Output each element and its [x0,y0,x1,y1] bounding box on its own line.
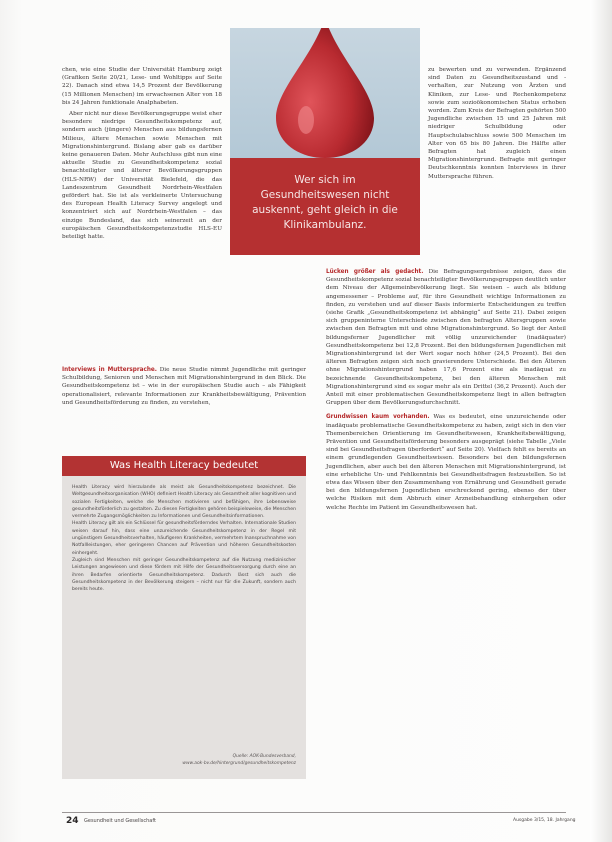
hero-image [230,28,420,255]
left-column-bottom [62,366,306,410]
right-column-bottom [326,268,566,515]
box-credit [116,754,296,767]
page-number: 24 [66,816,79,826]
subheading: Interviews in Muttersprache. [62,367,157,373]
box-paragraph: Zugleich sind Menschen mit geringer Gesundheitskompetenz auf die Nutzung medizinischer Leistungen angewiesen und diese fördern mit Hilfe der Gesundheitsversorgung durch eine an ihren Bedarfen orientierte Gesundheitskompetenz. Dadurch lässt sich auch die Gesundheitskompetenz in der Bevölkerung steigern – nicht nur für die Zukunft, sondern auch bereits heute. [72,557,296,593]
paragraph [326,268,566,407]
subheading: Lücken größer als gedacht. [326,269,424,275]
right-column-top [428,66,566,184]
footer-rule [62,812,566,813]
info-box [62,456,306,779]
credit-line: Quelle: AOK-Bundesverband, [232,754,296,759]
left-column-top [62,66,222,244]
paragraph: Aber nicht nur diese Bevölkerungsgruppe weist eher besondere niedrige Gesundheitskompetenz auf, sondern auch (jüngere) Menschen aus bildungsfernen Milieus, ältere Menschen sowie Menschen mit Migrationshintergrund. Bislang aber gab es darüber keine genaueren Daten. Mehr Aufschluss gibt nun eine aktuelle Studie zu Gesundheitskompetenz sozial benachteiligter und älterer Bevölkerungsgruppen (HLS-NRW) der Universität Bielefeld, die das Landeszentrum Gesundheit Nordrhein-Westfalen gefördert hat. Sie ist als verkleinerte Untersuchung des European Health Literacy Survey angelegt und konzentriert sich auf Nordrhein-Westfalen – das einzige Bundesland, das sich seinerzeit an der europäischen Gesundheitskompetenzstudie HLS-EU beteiligt hatte. [62,111,222,241]
paragraph-text: Die Befragungsergebnisse zeigen, dass die Gesundheitskompetenz sozial benachteiligter Bevölkerungsgruppen deutlich unter dem Niveau der Allgemeinbevölkerung liegt. Sie weisen – auch als bildung angemessener – Probleme auf, für ihre Gesundheit wichtige Informationen zu finden, zu verstehen und auf dieser Basis informierte Entscheidungen zu treffen (siehe Grafik „Gesundheitskompetenz ist abhängig“ auf Seite 21). Dabei zeigen sich gruppeninterne Unterschiede zwischen den befragten Altersgruppen sowie zwischen den Befragten mit und ohne Migrationshintergrund. So liegt der Anteil bildungsferner Jugendlicher mit völlig unzureichender (inadäquater) Gesundheitskompetenz bei 12,8 Prozent. Bei den bildungsfernen Jugendlichen mit Migrationshintergrund ist der Wert sogar noch höher (24,5 Prozent). Bei den älteren Befragten zeigen sich noch gravierendere Unterschiede. Bei den Älteren ohne Migrationshintergrund haben 17,6 Prozent eine als inadäquat zu bezeichnende Gesundheitskompetenz, bei den älteren Menschen mit Migrationshintergrund sind es sogar mehr als ein Drittel (36,2 Prozent). Auch der Anteil mit einer problematischen Gesundheitskompetenz liegt in allen befragten Gruppen über dem Bevölkerungsdurchschnitt. [326,269,566,407]
magazine-name: Gesundheit und Gesellschaft [84,818,156,824]
blood-drop-icon [270,28,380,158]
paragraph: chen, wie eine Studie der Universität Hamburg zeigt (Grafiken Seite 20/21, Lese- und Wohltipps auf Seite 22). Danach sind etwa 14,5 Prozent der Bevölkerung (15 Millionen Menschen) im erwachsenen Alter von 18 bis 24 Jahren funktionale Analphabeten. [62,67,222,106]
paragraph-text: Was es bedeutet, eine unzureichende oder inadäquate problematische Gesundheitskompetenz zu haben, zeigt sich in den vier Themenbereichen Orientierung im Gesundheitswesen, Krankheitsbewältigung, Prävention und Gesundheitsförderung besonders ausgeprägt (siehe Tabelle „Viele sind bei Gesundheitsfragen überfordert“ auf Seite 20). Vielfach fehlt es bereits an einem grundlegenden Gesundheitswissen. Besonders bei den bildungsfernen Jugendlichen, aber auch bei den älteren Menschen mit Migrationshintergrund, ist eine erhebliche Un- und Fehlkenntnis bei Gesundheitsfragen festzustellen. So ist etwa das Wissen über den Zusammenhang von Ernährung und Gesundheit gerade bei den bildungsfernen Jugendlichen erschreckend gering, ebenso der über welche Risiken mit dem Abbruch einer Arzneibehandlung einhergehen oder welche Rechte im Patient im Gesundheitswesen hat. [326,414,567,511]
box-paragraph: Health Literacy gilt als ein Schlüssel für gesundheitsförderndes Verhalten. Internationale Studien weisen darauf hin, dass eine unzureichende Gesundheitskompetenz in der Regel mit ungünstigem Gesundheitsverhalten, häufigeren Krankheiten, vermehrtem Inanspruchnahme von Notfallleistungen, eher geringeren Chancen auf Prävention und höheren Gesundheitskosten einhergeht. [72,521,296,556]
credit-line: www.aok-bv.de/hintergrund/gesundheitskompetenz [182,760,296,766]
paragraph-text: Die neue Studie nimmt Jugendliche mit geringer Schulbildung, Senioren und Menschen mit Migrationshintergrund in den Blick. Die Gesundheitskompetenz ist – wie in der europäischen Studie auch – als Fähigkeit operationalisiert, relevante Informationen zur Krankheitsbewältigung, Prävention und Gesundheitsförderung zu finden, zu verstehen, [62,367,306,406]
paragraph [62,366,306,407]
hero-quote: Wer sich im Gesundheitswesen nicht auskennt, geht gleich in die Klinikambulanz. [252,174,398,231]
box-paragraph: Health Literacy wird hierzulande als meist als Gesundheitskompetenz bezeichnet. Die Weltgesundheitsorganisation (WHO) definiert Health Literacy als Gesamtheit aller kognitiven und sozialen Fertigkeiten, welche die Menschen motivieren und befähigen, ihre Lebensweise gesundheitsförderlich zu gestalten. Zu diesen Fertigkeiten gehören beispielsweise, die Menschen vermehrte Zugangsmöglichkeiten zu Informationen und Gesundheitsinformationen. [72,485,296,520]
paragraph [326,413,566,511]
page-gutter-shadow [590,0,612,842]
subheading: Grundwissen kaum vorhanden. [326,414,430,421]
info-box-body [72,484,296,593]
info-box-title: Was Health Literacy bedeutet [62,456,306,476]
paragraph: zu bewerten und zu verwenden. Ergänzend sind Daten zu Gesundheitszustand und -verhalten, zur Nutzung von Ärzten und Kliniken, zur Lese- und Rechenkompetenz sowie zum sozioökonomischen Status erhoben worden. Zum Kreis der Befragten gehörten 500 Jugendliche zwischen 15 und 25 Jahren mit niedriger Schulbildung oder Hauptschulabschluss sowie 500 Menschen im Alter von 65 bis 80 Jahren. Die Hälfte aller Befragten hat zugleich einen Migrationshintergrund. Befragte mit geringer Deutschkenntnis konnten Interviews in ihrer Muttersprache führen. [428,67,566,180]
issue-info: Ausgabe 3/15, 18. Jahrgang [513,818,576,823]
